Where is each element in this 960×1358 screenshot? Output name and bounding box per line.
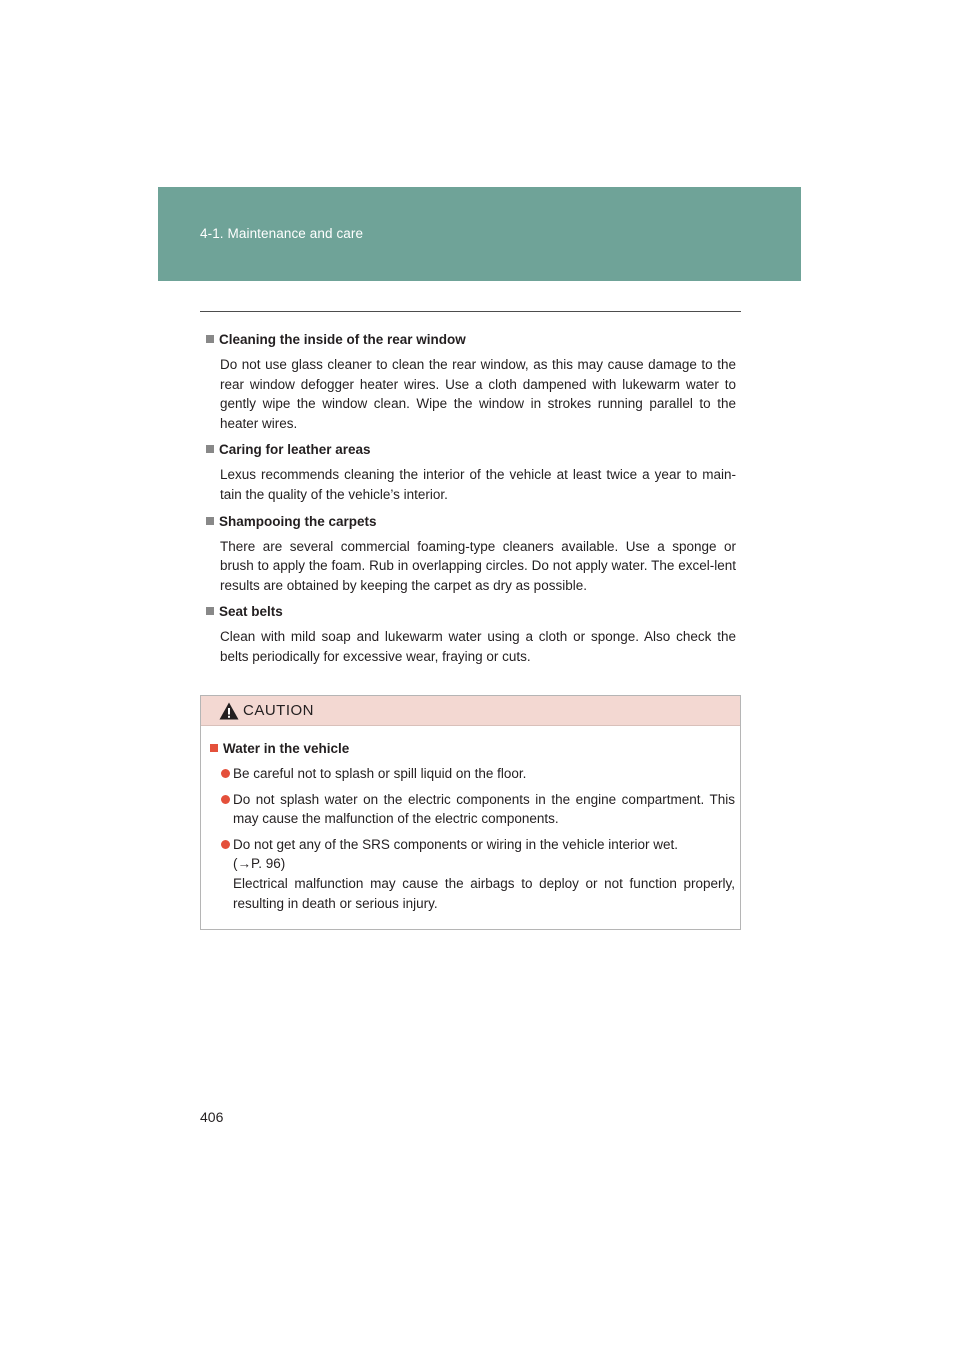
section-heading: Cleaning the inside of the rear window [206, 330, 736, 349]
square-bullet-icon [206, 517, 214, 525]
caution-body [210, 739, 735, 919]
warning-triangle-icon [219, 702, 239, 720]
section-body: Clean with mild soap and lukewarm water using a cloth or sponge. Also check the belts periodically for excessive wear, fraying or cuts. [220, 629, 736, 664]
bullet-dot-icon [221, 840, 230, 849]
main-content [206, 330, 736, 674]
section-seat-belts [206, 602, 736, 666]
page-reference: (→P. 96) [233, 856, 286, 872]
square-bullet-icon [210, 744, 218, 752]
section-title: 4-1. Maintenance and care [200, 226, 364, 241]
bullet-dot-icon [221, 769, 230, 778]
section-header-band [158, 187, 801, 281]
bullet-dot-icon [221, 795, 230, 804]
square-bullet-icon [206, 607, 214, 615]
caution-header [201, 696, 740, 726]
section-heading: Seat belts [206, 602, 736, 621]
section-leather [206, 440, 736, 504]
square-bullet-icon [206, 335, 214, 343]
section-body: There are several commercial foaming-type cleaners available. Use a sponge or brush to apply the foam. Rub in overlapping circles. Do not apply water. The excel-lent results are obtained by keeping the carpet as dry as possible. [220, 538, 736, 593]
caution-title: CAUTION [243, 702, 314, 719]
caution-heading: Water in the vehicle [210, 739, 735, 758]
top-divider [200, 311, 741, 312]
section-body: Do not use glass cleaner to clean the rear window, as this may cause damage to the rear window defogger heater wires. Use a cloth dampened with lukewarm water to gently wipe the window clean. Wipe the window in strokes running parallel to the heater wires. [220, 357, 736, 431]
section-body: Lexus recommends cleaning the interior of the vehicle at least twice a year to main-tain the quality of the vehicle’s interior. [220, 467, 736, 502]
section-heading: Caring for leather areas [206, 440, 736, 459]
square-bullet-icon [206, 445, 214, 453]
section-carpets [206, 512, 736, 596]
caution-item: Be careful not to splash or spill liquid on the floor. [210, 764, 735, 784]
caution-item: Do not get any of the SRS components or wiring in the vehicle interior wet. (→P. 96) Electrical malfunction may cause the airbags to deploy or not function properly, resulting in death or serious injury. [210, 835, 735, 913]
section-heading: Shampooing the carpets [206, 512, 736, 531]
caution-item: Do not splash water on the electric components in the engine compartment. This may cause the malfunction of the electric components. [210, 790, 735, 829]
caution-box [200, 695, 741, 930]
section-rear-window [206, 330, 736, 433]
page-number: 406 [200, 1109, 224, 1125]
